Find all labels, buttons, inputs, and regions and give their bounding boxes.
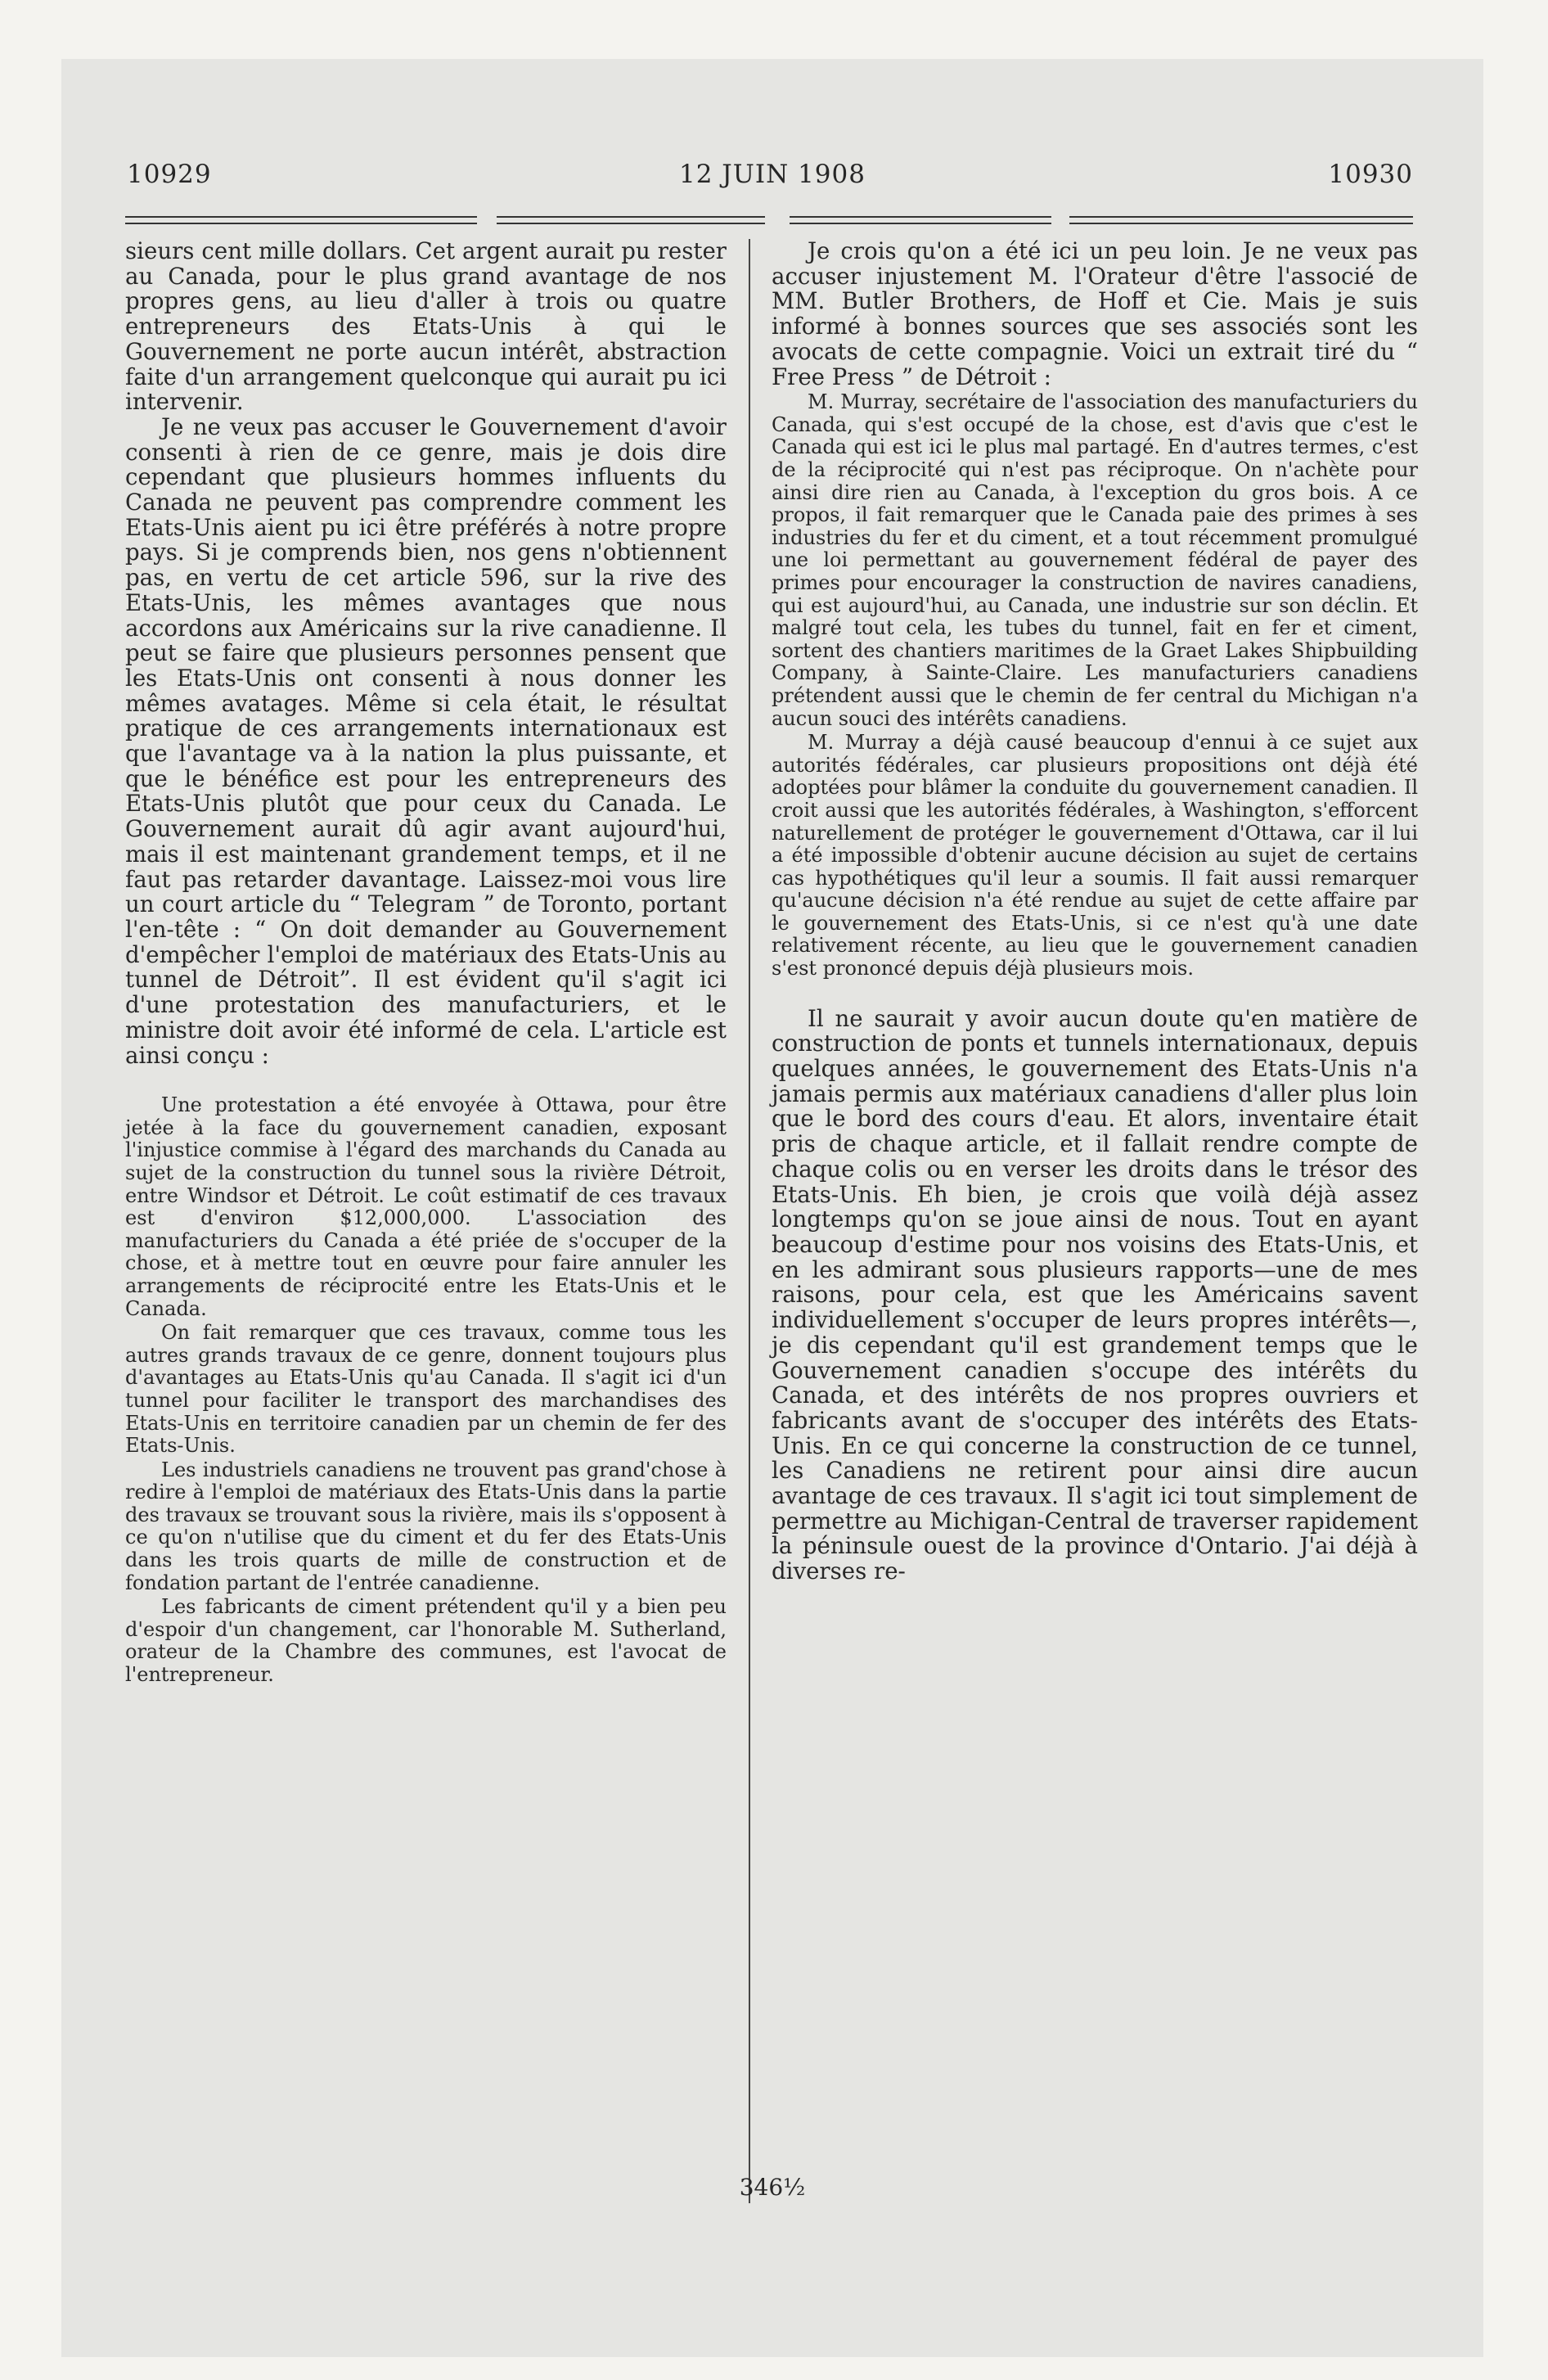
paragraph: sieurs cent mille dollars. Cet argent aurait pu rester au Canada, pour le plus grand avantage de nos propres gens, au lieu d'aller à trois ou quatre entrepreneurs des Etats-Unis à qui le Gouvernement ne porte aucun intérêt, abstraction faite d'un arrangement quelconque qui aurait pu ici intervenir. <box>125 237 727 416</box>
quoted-paragraph: Les industriels canadiens ne trouvent pas grand'chose à redire à l'emploi de matériaux des Etats-Unis dans la partie des travaux se trouvant sous la rivière, mais ils s'opposent à ce qu'on n'utilise que du ciment et du fer des Etats-Unis dans les trois quarts de mille de construction et de fondation partant de l'entrée canadienne. <box>125 1458 727 1594</box>
header-rule <box>497 216 765 224</box>
quoted-paragraph: M. Murray a déjà causé beaucoup d'ennui à ce sujet aux autorités fédérales, car plusieurs propositions ont déjà été adoptées pour blâmer la conduite du gouvernement canadien. Il croit aussi que les autorités fédérales, à Washington, s'efforcent naturellement de protéger le gouvernement d'Ottawa, car il lui a été impossible d'obtenir aucune décision au sujet de certains cas hypothétiques qu'il leur a soumis. Il fait aussi remarquer qu'aucune décision n'a été rendue au sujet de cette affaire par le gouvernement des Etats-Unis, si ce n'est qu'à une date relativement récente, au lieu que le gouvernement canadien s'est prononcé depuis déjà plusieurs mois. <box>772 731 1418 980</box>
paragraph: Je ne veux pas accuser le Gouvernement d'avoir consenti à rien de ce genre, mais je dois dire cependant que plusieurs hommes influents du Canada ne peuvent pas comprendre comment les Etats-Unis aient pu ici être préférés à notre propre pays. Si je comprends bien, nos gens n'obtiennent pas, en vertu de cet article 596, sur la rive des Etats-Unis, les mêmes avantages que nous accordons aux Américains sur la rive canadienne. Il peut se faire que plusieurs personnes pensent que les Etats-Unis ont consenti à nous donner les mêmes avatages. Même si cela était, le résultat pratique de ces arrangements internationaux est que l'avantage va à la nation la plus puissante, et que le bénéfice est pour les entrepreneurs des Etats-Unis plutôt que pour ceux du Canada. Le Gouvernement aurait dû agir avant aujourd'hui, mais il est maintenant grandement temps, et il ne faut pas retarder davantage. Laissez-moi vous lire un court article du “ Telegram ” de Toronto, portant l'en-tête : “ On doit demander au Gouvernement d'empêcher l'emploi de matériaux des Etats-Unis au tunnel de Détroit”. Il est évident qu'il s'agit ici d'une protestation des manufacturiers, et le ministre doit avoir été informé de cela. L'article est ainsi conçu : <box>125 412 727 1069</box>
paragraph: Il ne saurait y avoir aucun doute qu'en matière de construction de ponts et tunnels internationaux, depuis quelques années, le gouvernement des Etats-Unis n'a jamais permis aux matériaux canadiens d'aller plus loin que le bord des cours d'eau. Et alors, inventaire était pris de chaque article, et il fallait rendre compte de chaque colis ou en verser les droits dans le trésor des Etats-Unis. Eh bien, je crois que voilà déjà assez longtemps qu'on se joue ainsi de nous. Tout en ayant beaucoup d'estime pour nos voisins des Etats-Unis, et en les admirant sous plusieurs rapports—une de mes raisons, pour cela, est que les Américains savent individuellement s'occuper de leurs propres intérêts—, je dis cependant qu'il est grandement temps que le Gouvernement canadien s'occupe des intérêts du Canada, et des intérêts de nos propres ouvriers et fabricants avant de s'occuper des intérêts des Etats-Unis. En ce qui concerne la construction de ce tunnel, les Canadiens ne retirent pour ainsi dire aucun avantage de ces travaux. Il s'agit ici tout simplement de permettre au Michigan-Central de traverser rapidement la péninsule ouest de la province d'Ontario. J'ai déjà à diverses re- <box>772 1004 1418 1585</box>
quoted-paragraph: M. Murray, secrétaire de l'association des manufacturiers du Canada, qui s'est occupé de la chose, est d'avis que c'est le Canada qui est ici le plus mal partagé. En d'autres termes, c'est de la réciprocité qui n'est pas réciproque. On n'achète pour ainsi dire rien au Canada, à l'exception du gros bois. A ce propos, il fait remarquer que le Canada paie des primes à ses industries du fer et du ciment, et a tout récemment promulgué une loi permettant au gouvernement fédéral de payer des primes pour encourager la construction de navires canadiens, qui est aujourd'hui, au Canada, une industrie sur son déclin. Et malgré tout cela, les tubes du tunnel, fait en fer et ciment, sortent des chantiers maritimes de la Graet Lakes Shipbuilding Company, à Sainte-Claire. Les manufacturiers canadiens prétendent aussi que le chemin de fer central du Michigan n'a aucun souci des intérêts canadiens. <box>772 390 1418 730</box>
quoted-paragraph: On fait remarquer que ces travaux, comme tous les autres grands travaux de ce genre, donnent toujours plus d'avantages au Etats-Unis qu'au Canada. Il s'agit ici d'un tunnel pour faciliter le transport des marchandises des Etats-Unis en territoire canadien par un chemin de fer des Etats-Unis. <box>125 1321 727 1458</box>
page-number-right: 10930 <box>1328 160 1413 189</box>
header-rule <box>790 216 1051 224</box>
quoted-paragraph: Une protestation a été envoyée à Ottawa, pour être jetée à la face du gouvernement canadien, exposant l'injustice commise à l'égard des marchands du Canada au sujet de la construction du tunnel sous la rivière Détroit, entre Windsor et Détroit. Le coût estimatif de ces travaux est d'environ $12,000,000. L'association des manufacturiers du Canada a été priée de s'occuper de la chose, et à mettre tout en œuvre pour faire annuler les arrangements de réciprocité entre les Etats-Unis et le Canada. <box>125 1093 727 1320</box>
paragraph: Je crois qu'on a été ici un peu loin. Je ne veux pas accuser injustement M. l'Orateur d'être l'associé de MM. Butler Brothers, de Hoff et Cie. Mais je suis informé à bonnes sources que ses associés sont les avocats de cette compagnie. Voici un extrait tiré du “ Free Press ” de Détroit : <box>772 237 1418 390</box>
header-rule <box>1069 216 1413 224</box>
right-column <box>772 239 1418 1584</box>
header-rule <box>125 216 477 224</box>
page-folio: 346½ <box>739 2174 806 2201</box>
quoted-paragraph: Les fabricants de ciment prétendent qu'il y a bien peu d'espoir d'un changement, car l'honorable M. Sutherland, orateur de la Chambre des communes, est l'avocat de l'entrepreneur. <box>125 1595 727 1687</box>
column-divider <box>749 239 750 2203</box>
page-date: 12 JUIN 1908 <box>679 160 866 189</box>
left-column <box>125 239 727 1687</box>
scanned-page <box>61 59 1483 2357</box>
page-number-left: 10929 <box>127 160 212 189</box>
